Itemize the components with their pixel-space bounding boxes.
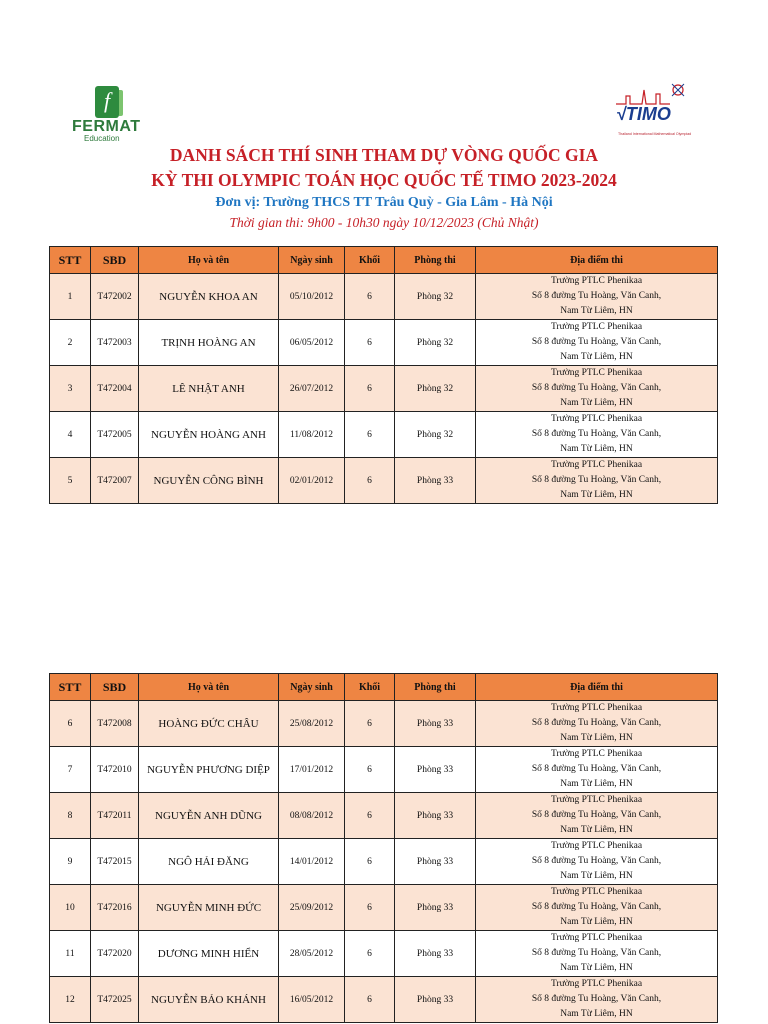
- title-line-1: DANH SÁCH THÍ SINH THAM DỰ VÒNG QUỐC GIA: [169, 145, 599, 165]
- location-line: Trường PTLC Phenikaa: [550, 276, 643, 286]
- cell-stt: 9: [50, 839, 91, 885]
- cell-grade: 6: [345, 839, 395, 885]
- cell-sbd: T472010: [91, 747, 139, 793]
- cell-sbd: T472015: [91, 839, 139, 885]
- location-line: Nam Từ Liêm, HN: [560, 490, 633, 500]
- cell-dob: 25/08/2012: [279, 701, 345, 747]
- cell-stt: 1: [50, 274, 91, 320]
- cell-grade: 6: [345, 885, 395, 931]
- dob-header: Ngày sinh: [279, 674, 345, 701]
- cell-dob: 06/05/2012: [279, 320, 345, 366]
- table-row: [50, 793, 718, 839]
- cell-grade: 6: [345, 274, 395, 320]
- location-line: Nam Từ Liêm, HN: [560, 306, 633, 316]
- cell-name: NGUYỄN HOÀNG ANH: [139, 412, 279, 458]
- cell-name: NGUYỄN CÔNG BÌNH: [139, 458, 279, 504]
- cell-stt: 10: [50, 885, 91, 931]
- cell-name: NGÔ HẢI ĐĂNG: [139, 839, 279, 885]
- cell-sbd: T472007: [91, 458, 139, 504]
- cell-location: [476, 931, 718, 977]
- location-line: Nam Từ Liêm, HN: [560, 871, 633, 881]
- cell-stt: 8: [50, 793, 91, 839]
- cell-room: Phòng 33: [395, 977, 476, 1023]
- cell-stt: 3: [50, 366, 91, 412]
- location-line: Nam Từ Liêm, HN: [560, 1009, 633, 1019]
- stt-header: STT: [50, 247, 91, 274]
- cell-dob: 14/01/2012: [279, 839, 345, 885]
- cell-dob: 11/08/2012: [279, 412, 345, 458]
- table-row: [50, 320, 718, 366]
- cell-stt: 7: [50, 747, 91, 793]
- table-header-row: [50, 247, 718, 274]
- cell-location: [476, 320, 718, 366]
- cell-sbd: T472003: [91, 320, 139, 366]
- candidate-table-1: [49, 246, 718, 504]
- location-line: Nam Từ Liêm, HN: [560, 733, 633, 743]
- cell-name: DƯƠNG MINH HIỂN: [139, 931, 279, 977]
- location-line: Nam Từ Liêm, HN: [560, 444, 633, 454]
- cell-room: Phòng 33: [395, 839, 476, 885]
- cell-grade: 6: [345, 701, 395, 747]
- cell-grade: 6: [345, 412, 395, 458]
- room-header: Phòng thi: [395, 674, 476, 701]
- dob-header: Ngày sinh: [279, 247, 345, 274]
- cell-sbd: T472025: [91, 977, 139, 1023]
- exam-time-line: Thời gian thi: 9h00 - 10h30 ngày 10/12/2023 (Chủ Nhật): [229, 215, 539, 230]
- cell-stt: 2: [50, 320, 91, 366]
- location-line: Nam Từ Liêm, HN: [560, 779, 633, 789]
- location-line: Trường PTLC Phenikaa: [550, 795, 643, 805]
- location-line: Số 8 đường Tu Hoàng, Văn Canh,: [531, 810, 662, 820]
- cell-dob: 26/07/2012: [279, 366, 345, 412]
- cell-sbd: T472016: [91, 885, 139, 931]
- location-line: Trường PTLC Phenikaa: [550, 322, 643, 332]
- location-line: Trường PTLC Phenikaa: [550, 414, 643, 424]
- cell-sbd: T472011: [91, 793, 139, 839]
- table-row: [50, 885, 718, 931]
- cell-dob: 17/01/2012: [279, 747, 345, 793]
- table-row: [50, 839, 718, 885]
- cell-grade: 6: [345, 320, 395, 366]
- location-line: Số 8 đường Tu Hoàng, Văn Canh,: [531, 291, 662, 301]
- table-row: [50, 458, 718, 504]
- cell-name: TRỊNH HOÀNG AN: [139, 320, 279, 366]
- cell-location: [476, 458, 718, 504]
- cell-room: Phòng 32: [395, 412, 476, 458]
- cell-sbd: T472020: [91, 931, 139, 977]
- cell-room: Phòng 32: [395, 320, 476, 366]
- sbd-header: SBD: [91, 247, 139, 274]
- location-header: Địa điểm thi: [476, 247, 718, 274]
- name-header: Họ và tên: [139, 247, 279, 274]
- location-line: Số 8 đường Tu Hoàng, Văn Canh,: [531, 856, 662, 866]
- table-row: [50, 274, 718, 320]
- cell-sbd: T472004: [91, 366, 139, 412]
- location-line: Nam Từ Liêm, HN: [560, 352, 633, 362]
- table-row: [50, 931, 718, 977]
- cell-stt: 11: [50, 931, 91, 977]
- timo-logo-name: √TIMO: [616, 104, 671, 124]
- cell-grade: 6: [345, 366, 395, 412]
- location-line: Số 8 đường Tu Hoàng, Văn Canh,: [531, 337, 662, 347]
- cell-room: Phòng 33: [395, 701, 476, 747]
- cell-dob: 16/05/2012: [279, 977, 345, 1023]
- timo-skyline-icon: [612, 80, 692, 106]
- table-row: [50, 701, 718, 747]
- location-line: Số 8 đường Tu Hoàng, Văn Canh,: [531, 764, 662, 774]
- cell-dob: 28/05/2012: [279, 931, 345, 977]
- cell-room: Phòng 33: [395, 458, 476, 504]
- cell-room: Phòng 33: [395, 885, 476, 931]
- cell-grade: 6: [345, 458, 395, 504]
- cell-grade: 6: [345, 747, 395, 793]
- location-line: Nam Từ Liêm, HN: [560, 398, 633, 408]
- cell-location: [476, 977, 718, 1023]
- unit-line: Đơn vị: Trường THCS TT Trâu Quỳ - Gia Lâm - Hà Nội: [215, 195, 553, 210]
- grade-header: Khối: [345, 247, 395, 274]
- location-line: Trường PTLC Phenikaa: [550, 887, 643, 897]
- location-line: Số 8 đường Tu Hoàng, Văn Canh,: [531, 902, 662, 912]
- cell-stt: 4: [50, 412, 91, 458]
- table-row: [50, 366, 718, 412]
- location-line: Trường PTLC Phenikaa: [550, 368, 643, 378]
- fermat-logo-name: FERMAT: [72, 118, 141, 135]
- cell-room: Phòng 32: [395, 366, 476, 412]
- cell-location: [476, 412, 718, 458]
- timo-logo-sub: Thailand International Mathematical Olympiad: [618, 132, 692, 136]
- cell-room: Phòng 33: [395, 931, 476, 977]
- cell-location: [476, 885, 718, 931]
- cell-sbd: T472002: [91, 274, 139, 320]
- timo-logo: [612, 80, 692, 146]
- cell-location: [476, 747, 718, 793]
- cell-location: [476, 366, 718, 412]
- cell-name: NGUYỄN BẢO KHÁNH: [139, 977, 279, 1023]
- location-line: Số 8 đường Tu Hoàng, Văn Canh,: [531, 475, 662, 485]
- cell-grade: 6: [345, 793, 395, 839]
- location-line: Trường PTLC Phenikaa: [550, 749, 643, 759]
- location-line: Số 8 đường Tu Hoàng, Văn Canh,: [531, 718, 662, 728]
- cell-sbd: T472005: [91, 412, 139, 458]
- location-line: Nam Từ Liêm, HN: [560, 917, 633, 927]
- fermat-logo: [70, 84, 160, 144]
- room-header: Phòng thi: [395, 247, 476, 274]
- cell-dob: 25/09/2012: [279, 885, 345, 931]
- cell-location: [476, 839, 718, 885]
- location-line: Trường PTLC Phenikaa: [550, 703, 643, 713]
- location-line: Trường PTLC Phenikaa: [550, 979, 643, 989]
- cell-name: HOÀNG ĐỨC CHÂU: [139, 701, 279, 747]
- fermat-logo-sub: Education: [84, 134, 120, 143]
- cell-room: Phòng 33: [395, 793, 476, 839]
- location-line: Nam Từ Liêm, HN: [560, 825, 633, 835]
- location-line: Số 8 đường Tu Hoàng, Văn Canh,: [531, 948, 662, 958]
- table-row: [50, 977, 718, 1023]
- cell-stt: 5: [50, 458, 91, 504]
- cell-room: Phòng 33: [395, 747, 476, 793]
- location-line: Nam Từ Liêm, HN: [560, 963, 633, 973]
- cell-room: Phòng 32: [395, 274, 476, 320]
- table-header-row: [50, 674, 718, 701]
- cell-location: [476, 701, 718, 747]
- cell-grade: 6: [345, 977, 395, 1023]
- cell-dob: 08/08/2012: [279, 793, 345, 839]
- fermat-logo-mark: f: [95, 86, 119, 118]
- location-line: Trường PTLC Phenikaa: [550, 460, 643, 470]
- cell-name: NGUYỄN MINH ĐỨC: [139, 885, 279, 931]
- cell-sbd: T472008: [91, 701, 139, 747]
- table-row: [50, 412, 718, 458]
- cell-name: NGUYỄN ANH DŨNG: [139, 793, 279, 839]
- cell-dob: 05/10/2012: [279, 274, 345, 320]
- location-line: Số 8 đường Tu Hoàng, Văn Canh,: [531, 429, 662, 439]
- cell-name: LÊ NHẬT ANH: [139, 366, 279, 412]
- cell-stt: 6: [50, 701, 91, 747]
- location-line: Trường PTLC Phenikaa: [550, 841, 643, 851]
- location-line: Trường PTLC Phenikaa: [550, 933, 643, 943]
- cell-grade: 6: [345, 931, 395, 977]
- sbd-header: SBD: [91, 674, 139, 701]
- table-row: [50, 747, 718, 793]
- location-header: Địa điểm thi: [476, 674, 718, 701]
- name-header: Họ và tên: [139, 674, 279, 701]
- cell-location: [476, 793, 718, 839]
- grade-header: Khối: [345, 674, 395, 701]
- cell-dob: 02/01/2012: [279, 458, 345, 504]
- cell-name: NGUYỄN KHOA AN: [139, 274, 279, 320]
- cell-name: NGUYỄN PHƯƠNG DIỆP: [139, 747, 279, 793]
- location-line: Số 8 đường Tu Hoàng, Văn Canh,: [531, 994, 662, 1004]
- location-line: Số 8 đường Tu Hoàng, Văn Canh,: [531, 383, 662, 393]
- candidate-table-2: [49, 673, 718, 1023]
- stt-header: STT: [50, 674, 91, 701]
- cell-location: [476, 274, 718, 320]
- cell-stt: 12: [50, 977, 91, 1023]
- title-line-2: KỲ THI OLYMPIC TOÁN HỌC QUỐC TẾ TIMO 2023-2024: [151, 170, 617, 190]
